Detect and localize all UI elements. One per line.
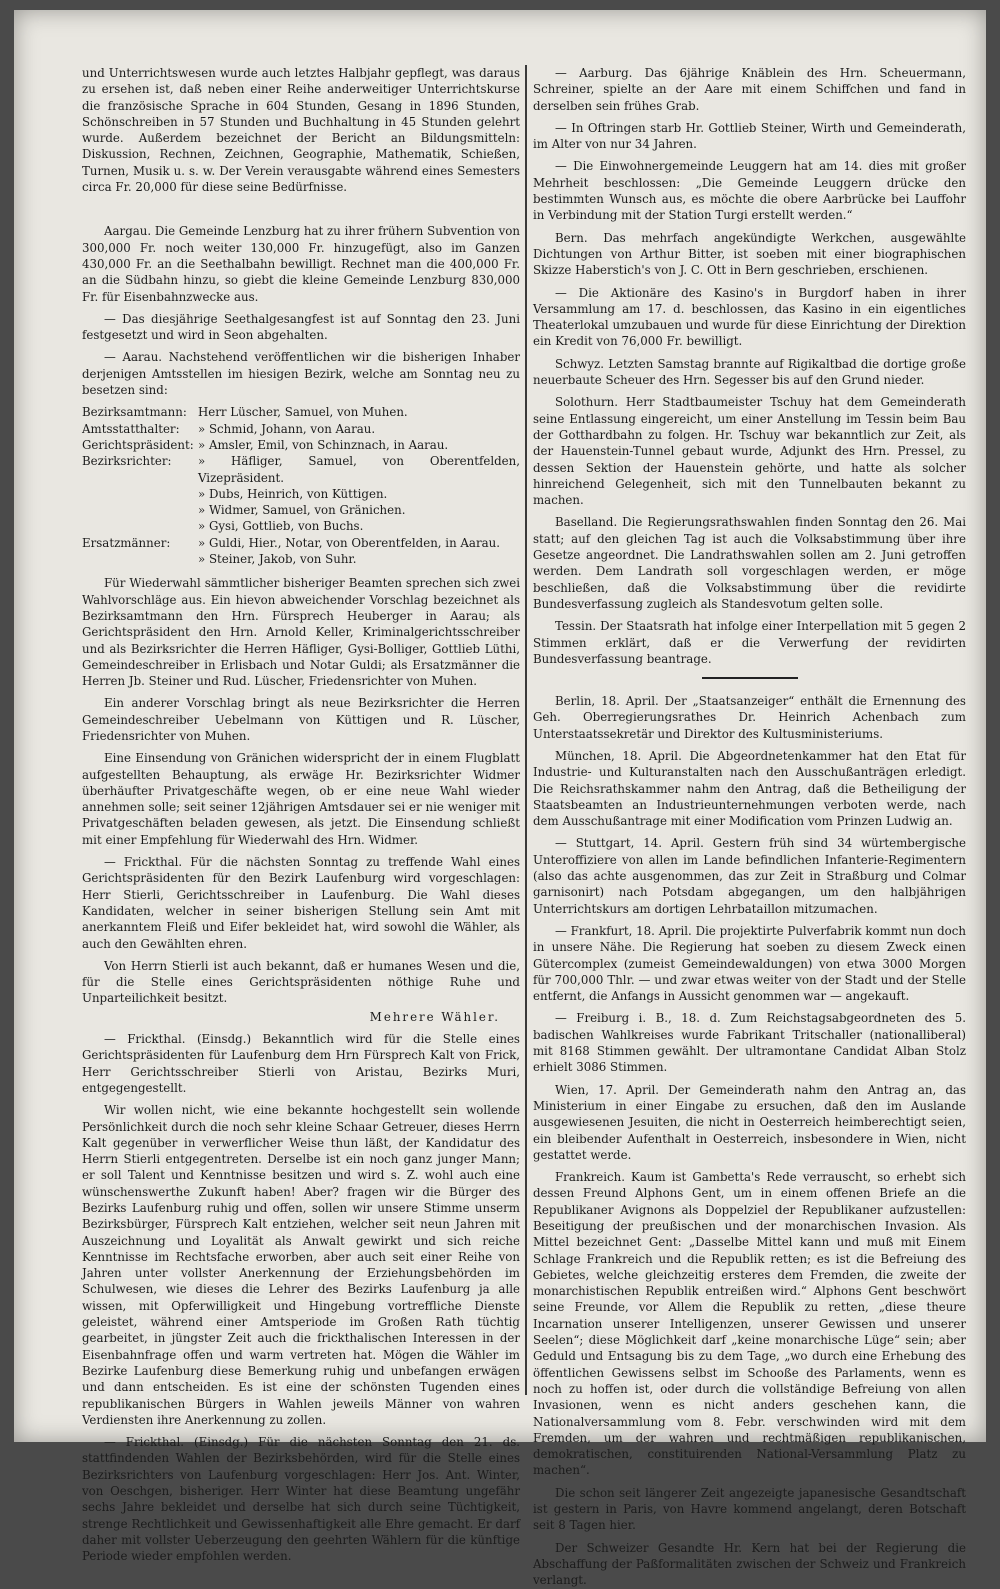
article-signature: Mehrere Wähler. [369,1009,500,1024]
article-solothurn: Solothurn. Herr Stadtbaumeister Tschuy hat dem Gemeinderath seine Entlassung eingereicht, um einer Anstellung im Tessin beim Bau der Gotthardbahn zu folgen. Hr. Tschuy war bekanntlich zur Zeit, als der Hauenstein-Tunnel gebaut wurde, Adjunkt des Hrn. Pressel, zu dessen Sektion der Hauenstein gehörte, und hatte als solcher hinreichend Gelegenheit, sich mit den Tunnelbauten bekannt zu machen. [533,395,966,508]
official-row: Ersatzmänner: » Guldi, Hier., Notar, von Oberentfelden, in Aarau. [82,535,500,550]
article-aarburg: — Aarburg. Das 6jährige Knäblein des Hrn. Scheuermann, Schreiner, spielte an der Aare mit einem Schiffchen und fand in derselben sein frühes Grab. [533,66,966,113]
article-frickthal-3: — Frickthal. (Einsdg.) Für die nächsten Sonntag den 21. ds. stattfindenden Wahlen der Bezirksbehörden, wird für die Stelle eines Bezirksrichters von Laufenburg vorgeschlagen: Herr Jos. Ant. Winter, von Oeschgen, bisheriger. Herr Winter hat diese Beamtung ungefähr sechs Jahre bekleidet und derselbe hat sich durch seine Tüchtigkeit, strenge Rechtlichkeit und Gewissenhaftigkeit alle Ehre gemacht. Er darf daher mit vollster Ueberzeugung den geehrten Wählern für die künftige Periode wieder empfohlen werden. [82,1435,520,1564]
article-gesandter-kern: Der Schweizer Gesandte Hr. Kern hat bei der Regierung die Abschaffung der Paßformalitäten zwischen der Schweiz und Frankreich verlangt. [533,1540,966,1588]
article-wiederwahl: Für Wiederwahl sämmtlicher bisheriger Beamten sprechen sich zwei Wahlvorschläge aus. Ein hievon abweichender Vorschlag bezeichnet als Bezirksamtmann den Hrn. Fürsprech Heuberger in Aarau; als Gerichtspräsident den Hrn. Arnold Keller, Kriminalgerichtsschreiber und als Bezirksrichter die Herren Häfliger, Gysi-Bolliger, Gottlieb Lüthi, Gemeindeschreiber in Erlisbach und Notar Guldi; als Ersatzmänner die Herren Jb. Steiner und Rud. Lüscher, Friedensrichter von Muhen. [82,576,520,689]
article-schwyz: Schwyz. Letzten Samstag brannte auf Rigikaltbad die dortige große neuerbaute Scheuer des Hrn. Segesser bis auf den Grund nieder. [533,356,966,388]
article-baselland: Baselland. Die Regierungsrathswahlen finden Sonntag den 26. Mai statt; auf den gleichen Tag ist auch die Volksabstimmung über ihre Gesetze angeordnet. Die Landrathswahlen sollen am 2. Juni getroffen werden. Dem Landrath soll vorgeschlagen werden, er möge beschließen, daß die Volksabstimmung über die revidirte Bundesverfassung zugleich als Standesvotum gelten solle. [533,515,966,611]
official-row: » Dubs, Heinrich, von Küttigen. [198,486,388,501]
official-row: » Steiner, Jakob, von Suhr. [198,552,357,567]
article-anderer-vorschlag: Ein anderer Vorschlag bringt als neue Bezirksrichter die Herren Gemeindeschreiber Uebelmann von Küttigen und R. Lüscher, Friedensrichter von Muhen. [82,696,520,743]
official-row: » Widmer, Samuel, von Gränichen. [198,503,406,518]
official-row: » Gysi, Gottlieb, von Buchs. [198,519,364,534]
article-tessin: Tessin. Der Staatsrath hat infolge einer Interpellation mit 5 gegen 2 Stimmen erklärt, daß er die Verwerfung der revidirten Bundesverfassung beantrage. [533,619,966,666]
article-stuttgart: — Stuttgart, 14. April. Gestern früh sind 34 würtembergische Unteroffiziere von allen im Lande befindlichen Infanterie-Regimentern (also das achte ausgenommen, das zur Zeit in Straßburg und Colmar garnisonirt) nach Potsdam abgegangen, um den halbjährigen Unterrichtskurs am dortigen Lehrbataillon mitzumachen. [533,836,966,916]
officials-list [82,404,520,567]
official-row: Bezirksrichter: » Häfliger, Samuel, von Oberentfelden, Vizepräsident. [82,454,520,485]
newspaper-page [14,10,986,1588]
official-row: Gerichtspräsident: » Amsler, Emil, von Schinznach, in Aarau. [82,437,449,452]
article-berlin: Berlin, 18. April. Der „Staatsanzeiger“ enthält die Ernennung des Geh. Oberregierungsrathes Dr. Heinrich Achenbach zum Unterstaatssekretär und Direktor des Kultusministeriums. [533,694,966,741]
article-stierli: Von Herrn Stierli ist auch bekannt, daß er humanes Wesen und die, für die Stelle eines Gerichtspräsidenten nöthige Ruhe und Unparteilichkeit besitzt. [82,958,520,1006]
article-oftringen: — In Oftringen starb Hr. Gottlieb Steiner, Wirth und Gemeinderath, im Alter von nur 34 Jahren. [533,120,966,152]
official-row: Bezirksamtmann: Herr Lüscher, Samuel, von Muhen. [82,405,408,420]
section-rule [702,677,798,679]
article-wien: Wien, 17. April. Der Gemeinderath nahm den Antrag an, das Ministerium in einer Eingabe zu ersuchen, daß den im Auslande ausgewiesenen Jesuiten, die nicht in Oesterreich heimberechtigt seien, ein bleibender Aufenthalt in Oesterreich, insbesondere in Wien, nicht gestattet werde. [533,1082,966,1162]
article-bern-2: — Die Aktionäre des Kasino's in Burgdorf haben in ihrer Versammlung am 17. d. beschlossen, das Kasino in ein eigentliches Theaterlokal umzubauen und wurde für diese Einrichtung der Direktion ein Kredit von 76,000 Fr. bewilligt. [533,285,966,349]
article-frickthal-2: — Frickthal. (Einsdg.) Bekanntlich wird für die Stelle eines Gerichtspräsidenten für Laufenburg dem Hrn Fürsprech Kalt von Frick, Herr Gerichtsschreiber Stierli von Aristau, Bezirks Muri, entgegengestellt. [82,1032,520,1095]
article-frankfurt: — Frankfurt, 18. April. Die projektirte Pulverfabrik kommt nun doch in unsere Nähe. Die Regierung hat soeben zu diesem Zweck einen Gütercomplex (zumeist Gemeindewaldungen) von etwa 3000 Morgen für 700,000 Thlr. — und zwar etwas weiter von der Stadt und der Stelle entfernt, die Anfangs in Aussicht genommen war — angekauft. [533,923,966,1004]
article-muenchen: München, 18. April. Die Abgeordnetenkammer hat den Etat für Industrie- und Kulturanstalten nach den Ausschußanträgen erledigt. Die Reichsrathskammer nahm den Antrag, daß die Betheiligung der Staatsbeamten an Industrieunternehmungen verboten werde, nach dem Ausschußantrage mit einer Modification vom Prinzen Ludwig an. [533,748,966,829]
column-divider [525,65,527,1395]
article-frickthal-1: — Frickthal. Für die nächsten Sonntag zu treffende Wahl eines Gerichtspräsidenten für den Bezirk Laufenburg wird vorgeschlagen: Herr Stierli, Gerichtsschreiber in Laufenburg. Die Wahl dieses Kandidaten, welcher in seiner bisherigen Stellung sein Amt mit anerkanntem Fleiß und Eifer bekleidet hat, wird sowohl die Wähler, als auch den Gewählten ehren. [82,855,520,951]
official-row: Amtsstatthalter: » Schmid, Johann, von Aarau. [82,421,376,436]
article-wir-wollen: Wir wollen nicht, wie eine bekannte hochgestellt sein wollende Persönlichkeit durch die noch sehr kleine Schaar Getreuer, dieses Herrn Kalt gegenüber in verwerflicher Weise thun läßt, der Kandidatur des Herrn Stierli entgegentreten. Derselbe ist ein noch ganz junger Mann; er soll Talent und Kenntnisse besitzen und wird s. Z. wohl auch eine wünschenswerthe Zukunft haben! Aber? fragen wir die Bürger des Bezirks Laufenburg ruhig und offen, sollen wir unsere Stimme unserm Bezirksbürger, Fürsprech Kalt entziehen, welcher seit neun Jahren mit Auszeichnung und Loyalität als Anwalt gewirkt und sich reiche Kenntnisse im Rechtsfache erworben, aber auch seit einer Reihe von Jahren unter vollster Anerkennung der Erziehungsbehörden im Schulwesen, wie dieses die Lehrer des Bezirks Laufenburg ja alle wissen, mit Opferwilligkeit und Hingebung vortreffliche Dienste geleistet, während einer Amtsperiode im Großen Rath tüchtig gearbeitet, in jüngster Zeit auch die frickthalischen Interessen in der Eisenbahnfrage offen und warm vertreten hat. Mögen die Wähler im Bezirke Laufenburg diese Bemerkung ruhig und unbefangen erwägen und dann entscheiden. Es ist eine der schönsten Tugenden eines republikanischen Bürgers in Wahlen jeweils Männer von wahren Verdiensten ihre Anerkennung zu zollen. [82,1103,520,1427]
article-bern-1: Bern. Das mehrfach angekündigte Werkchen, ausgewählte Dichtungen von Arthur Bitter, ist soeben mit einer biographischen Skizze Haberstich's von J. C. Ott in Bern geschrieben, erschienen. [533,230,966,278]
article-seethalgesangfest: — Das diesjährige Seethalgesangfest ist auf Sonntag den 23. Juni festgesetzt und wird in Seon abgehalten. [82,311,520,343]
article-japanische-gesandtschaft: Die schon seit längerer Zeit angezeigte japanesische Gesandtschaft ist gestern in Paris, von Havre kommend angelangt, deren Botschaft seit 8 Tagen hier. [533,1485,966,1533]
article-aargau-lenzburg: Aargau. Die Gemeinde Lenzburg hat zu ihrer frühern Subvention von 300,000 Fr. noch weiter 130,000 Fr. hinzugefügt, also im Ganzen 430,000 Fr. an die Seethalbahn bewilligt. Rechnet man die 400,000 Fr. an die Südbahn hinzu, so giebt die kleine Gemeinde Lenzburg 830,000 Fr. für Eisenbahnzwecke aus. [82,224,520,304]
article-aarau-amtsstellen: — Aarau. Nachstehend veröffentlichen wir die bisherigen Inhaber derjenigen Amtsstellen im hiesigen Bezirk, welche am Sonntag neu zu besetzen sind: [82,350,520,398]
left-column [82,65,520,1564]
article-einsendung-graenichen: Eine Einsendung von Gränichen widerspricht der in einem Flugblatt aufgestellten Behauptung, als erwäge Hr. Bezirksrichter Widmer überhäufter Privatgeschäfte wegen, ob er eine neue Wahl wieder annehmen solle; seit seiner 12jährigen Amtsdauer sei er nie weniger mit Privatgeschäften beladen gewesen, als jetzt. Die Einsendung schließt mit einer Empfehlung für Wiederwahl des Hrn. Widmer. [82,751,520,847]
article-leuggern: — Die Einwohnergemeinde Leuggern hat am 14. dies mit großer Mehrheit beschlossen: „Die Gemeinde Leuggern drücke den bestimmten Wunsch aus, es möchte die obere Aarbrücke bei Lauffohr in Verbindung mit der Station Turgi erstellt werden.“ [533,159,966,223]
section-gap [82,201,520,223]
article-frankreich: Frankreich. Kaum ist Gambetta's Rede verrauscht, so erhebt sich dessen Freund Alphons Gent, um in einem offenen Briefe an die Republikaner Avignons als Doppelziel der Republikaner aufzustellen: Beseitigung der preußischen und der monarchischen Invasion. Als Mittel bezeichnet Gent: „Dasselbe Mittel kann und muß mit Einem Schlage Frankreich und die Republik retten; es ist die Befreiung des Gebietes, welche gleichzeitig ersteres dem Fremden, die zweite der monarchistischen Republik entreißen wird.“ Alphons Gent beschwört seine Freunde, vor Allem die Republik zu retten, „diese theure Incarnation unserer Intelligenzen, unserer Gewissen und unserer Seelen“; diese Möglichkeit darf „keine monarchische Lüge“ sein; aber Geduld und Entsagung bis zu dem Tage, „wo durch eine Erhebung des öffentlichen Gewissens selbst im Schooße des Parlaments, wenn es noch zu hoffen ist, oder durch die vollständige Befreiung von allen Invasionen, wenn es nicht anders geschehen kann, die Nationalversammlung vom 8. Febr. verschwinden wird mit dem Fremden, um der wahren und rechtmäßigen republikanischen, demokratischen, constituirenden National-Versammlung Platz zu machen“. [533,1170,966,1478]
article-bildungsverein: und Unterrichtswesen wurde auch letztes Halbjahr gepflegt, was daraus zu ersehen ist, daß neben einer Reihe anderweitiger Unterrichtskurse die französische Sprache in 604 Stunden, Gesang in 1896 Stunden, Schönschreiben in 57 Stunden und Buchhaltung in 45 Stunden gelehrt wurde. Außerdem bezeichnet der Bericht an Bildungsmitteln: Diskussion, Rechnen, Zeichnen, Geographie, Mathematik, Schießen, Turnen, Musik u. s. w. Der Verein verausgabte während eines Semesters circa Fr. 20,000 für diese seine Bedürfnisse. [82,66,520,195]
right-column [533,65,966,1588]
article-freiburg: — Freiburg i. B., 18. d. Zum Reichstagsabgeordneten des 5. badischen Wahlkreises wurde Fabrikant Tritschaller (nationalliberal) mit 8168 Stimmen gewählt. Der ultramontane Candidat Alban Stolz erhielt 3086 Stimmen. [533,1011,966,1075]
